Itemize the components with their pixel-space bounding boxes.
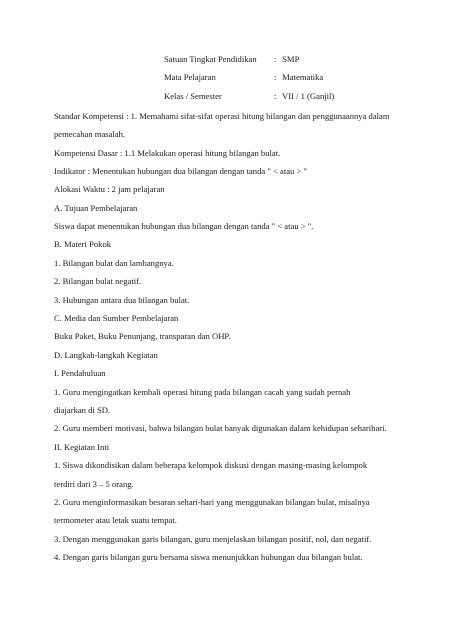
media-text: Buku Paket, Buku Penunjang, transparan dan OHP. [54, 331, 231, 341]
subheading-core-activity: II. Kegiatan Inti [54, 442, 110, 452]
header-label: Satuan Tingkat Pendidikan [164, 54, 257, 64]
header-label: Mata Pelajaran [164, 72, 216, 82]
standard-competency-continuation: pemecahan masalah. [54, 129, 126, 139]
core-activity-step: 2. Guru menginformasikan besaran sehari-hari yang menggunakan bilangan bulat, misalnya [54, 497, 370, 507]
introduction-step-continuation: diajarkan di SD. [54, 405, 111, 415]
introduction-step: 1. Guru mengingatkan kembali operasi hitung pada bilangan cacah yang sudah pernah [54, 387, 351, 397]
time-allocation-line: Alokasi Waktu : 2 jam pelajaran [54, 184, 165, 194]
material-item: 1. Bilangan bulat dan lambangnya. [54, 258, 174, 268]
section-heading-main-material: B. Materi Pokok [54, 239, 112, 249]
section-heading-media: C. Media dan Sumber Pembelajaran [54, 313, 179, 323]
core-activity-step: 3. Dengan menggunakan garis bilangan, guru menjelaskan bilangan positif, nol, dan negatif. [54, 534, 372, 544]
basic-competency-line: Kompetensi Dasar : 1.1 Melakukan operasi hitung bilangan bulat. [54, 148, 281, 158]
introduction-step: 2. Guru memberi motivasi, bahwa bilangan bulat banyak digunakan dalam kehidupan seharihari. [54, 423, 387, 433]
header-separator: : [274, 91, 277, 101]
material-item: 3. Hubungan antara dua bilangan bulat. [54, 295, 190, 305]
core-activity-step: 1. Siswa dikondisikan dalam beberapa kelompok diskusi dengan masing-masing kelompok [54, 460, 368, 470]
core-activity-step-continuation: terdiri dari 3 – 5 orang. [54, 479, 134, 489]
standard-competency-line: Standar Kompetensi : 1. Memahami sifat-sifat operasi hitung bilangan dan penggunaannya dalam [54, 111, 390, 121]
section-heading-objectives: A. Tujuan Pembelajaran [54, 203, 138, 213]
header-row-subject [164, 72, 323, 82]
header-value: Matematika [282, 72, 324, 82]
core-activity-step-continuation: termometer atau letak suatu tempat. [54, 515, 177, 525]
objectives-text: Siswa dapat menentukan hubungan dua bilangan dengan tanda " < atau > ". [54, 221, 314, 231]
header-separator: : [274, 54, 277, 64]
subheading-introduction: I. Pendahuluan [54, 368, 106, 378]
header-value: VII / 1 (Ganjil) [282, 91, 335, 101]
material-item: 2. Bilangan bulat negatif. [54, 276, 142, 286]
header-label: Kelas / Semester [164, 91, 222, 101]
header-separator: : [274, 72, 277, 82]
indicator-line: Indikator : Menentukan hubungan dua bilangan dengan tanda " < atau > " [54, 166, 307, 176]
header-value: SMP [282, 54, 300, 64]
core-activity-step: 4. Dengan garis bilangan guru bersama siswa menunjukkan hubungan dua bilangan bulat. [54, 552, 363, 562]
header-row-school-level [164, 54, 299, 64]
section-heading-steps: D. Langkah-langkah Kegiatan [54, 350, 158, 360]
header-row-class-semester [164, 91, 334, 101]
